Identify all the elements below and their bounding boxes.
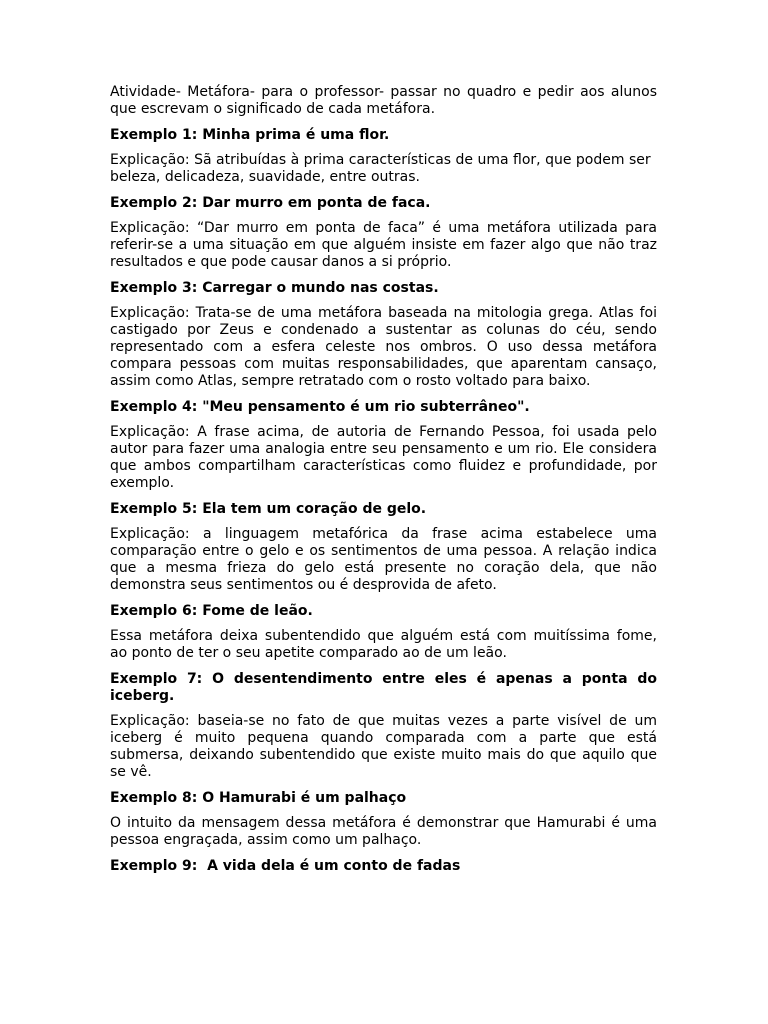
intro-paragraph: Atividade- Metáfora- para o professor- passar no quadro e pedir aos alunos que escrevam o significado de cada metáfora. [110,84,657,117]
example-4-explanation: Explicação: A frase acima, de autoria de Fernando Pessoa, foi usada pelo autor para fazer uma analogia entre seu pensamento e um rio. Ele considera que ambos compartilham características como fluidez e profundidade, por exemplo. [110,424,657,491]
example-3-heading: Exemplo 3: Carregar o mundo nas costas. [110,279,439,296]
example-3-explanation: Explicação: Trata-se de uma metáfora baseada na mitologia grega. Atlas foi castigado por Zeus e condenado a sustentar as colunas do céu, sendo representado com a esfera celeste nos ombros. O uso dessa metáfora compara pessoas com muitas responsabilidades, que aparentam cansaço, assim como Atlas, sempre retratado com o rosto voltado para baixo. [110,305,657,389]
example-8-heading: Exemplo 8: O Hamurabi é um palhaço [110,789,407,806]
document-page [110,84,657,883]
example-7-heading: Exemplo 7: O desentendimento entre eles é apenas a ponta do iceberg. [110,670,657,704]
example-2-explanation: Explicação: “Dar murro em ponta de faca” é uma metáfora utilizada para referir-se a uma situação em que alguém insiste em fazer algo que não traz resultados e que pode causar danos a si próprio. [110,220,657,270]
example-6-explanation: Essa metáfora deixa subentendido que alguém está com muitíssima fome, ao ponto de ter o seu apetite comparado ao de um leão. [110,628,657,661]
example-4-heading: Exemplo 4: "Meu pensamento é um rio subterrâneo". [110,398,530,415]
example-8-explanation: O intuito da mensagem dessa metáfora é demonstrar que Hamurabi é uma pessoa engraçada, assim como um palhaço. [110,815,657,848]
example-9-heading: Exemplo 9: A vida dela é um conto de fadas [110,857,461,874]
example-7-explanation: Explicação: baseia-se no fato de que muitas vezes a parte visível de um iceberg é muito pequena quando comparada com a parte que está submersa, deixando subentendido que existe muito mais do que aquilo que se vê. [110,713,657,780]
example-2-heading: Exemplo 2: Dar murro em ponta de faca. [110,194,431,211]
example-5-heading: Exemplo 5: Ela tem um coração de gelo. [110,500,427,517]
example-6-heading: Exemplo 6: Fome de leão. [110,602,313,619]
example-1-heading: Exemplo 1: Minha prima é uma flor. [110,126,390,143]
example-5-explanation: Explicação: a linguagem metafórica da frase acima estabelece uma comparação entre o gelo e os sentimentos de uma pessoa. A relação indica que a mesma frieza do gelo está presente no coração dela, que não demonstra seus sentimentos ou é desprovida de afeto. [110,526,657,593]
example-1-explanation: Explicação: Sã atribuídas à prima características de uma flor, que podem ser beleza, delicadeza, suavidade, entre outras. [110,152,651,185]
